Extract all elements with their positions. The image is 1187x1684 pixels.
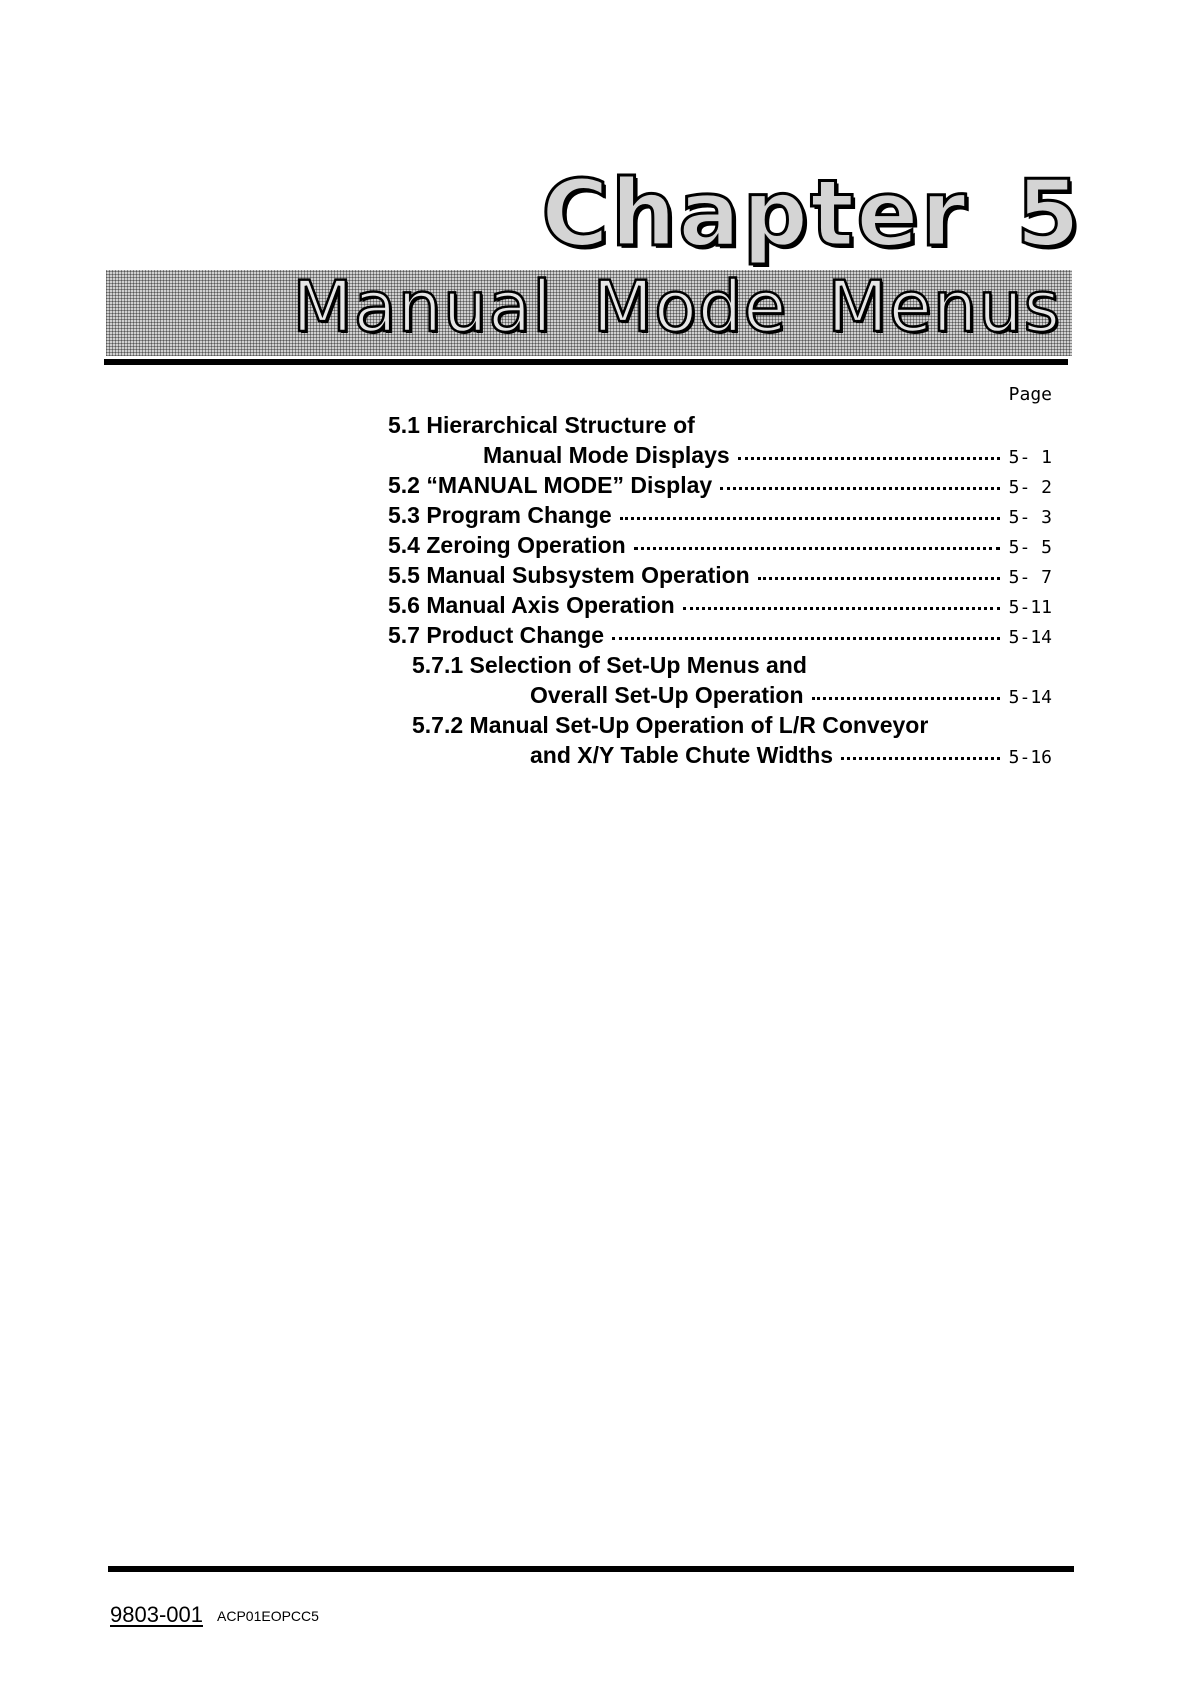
dot-leader (841, 757, 1000, 760)
dot-leader (620, 517, 1000, 520)
toc-entry (388, 650, 1052, 680)
toc-entry-label: Manual Mode Displays (483, 442, 730, 468)
dot-leader (758, 577, 1000, 580)
dot-leader (738, 457, 1000, 460)
chapter-title (292, 266, 1061, 348)
table-of-contents (388, 384, 1052, 770)
toc-entry (388, 740, 1052, 770)
footer-divider (108, 1566, 1074, 1572)
toc-entry-page: 5-14 (1008, 627, 1052, 648)
toc-entry-label: 5.3 Program Change (388, 502, 612, 528)
toc-entry (388, 680, 1052, 710)
header-divider (104, 359, 1068, 365)
toc-entry (388, 530, 1052, 560)
toc-entry-label: 5.4 Zeroing Operation (388, 532, 626, 558)
toc-entry-page: 5- 3 (1008, 507, 1052, 528)
page-column-header: Page (1008, 384, 1052, 405)
toc-entry (388, 410, 1052, 440)
toc-entry-page: 5-14 (1008, 687, 1052, 708)
toc-entry (388, 620, 1052, 650)
chapter-title-word-3: Menus (827, 266, 1061, 348)
toc-entry (388, 590, 1052, 620)
toc-entry-label: 5.1 Hierarchical Structure of (388, 412, 695, 438)
toc-entry-label: 5.5 Manual Subsystem Operation (388, 562, 750, 588)
document-code: 9803-001 (110, 1602, 203, 1627)
chapter-word: Chapter (541, 160, 968, 267)
file-code: ACP01EOPCC5 (217, 1608, 319, 1624)
chapter-title-word-2: Mode (592, 266, 788, 348)
toc-entry (388, 470, 1052, 500)
toc-entry-page: 5- 5 (1008, 537, 1052, 558)
toc-entry (388, 440, 1052, 470)
chapter-heading (541, 160, 1082, 267)
toc-entry-page: 5-11 (1008, 597, 1052, 618)
toc-entry-page: 5-16 (1008, 747, 1052, 768)
toc-entry-label: 5.6 Manual Axis Operation (388, 592, 675, 618)
toc-entry (388, 710, 1052, 740)
dot-leader (720, 487, 1000, 490)
toc-entry-page: 5- 7 (1008, 567, 1052, 588)
toc-entry-page: 5- 2 (1008, 477, 1052, 498)
dot-leader (634, 547, 1000, 550)
toc-entry-label: 5.7.2 Manual Set-Up Operation of L/R Conveyor (412, 712, 929, 738)
toc-entry (388, 560, 1052, 590)
chapter-title-word-1: Manual (292, 266, 553, 348)
dot-leader (812, 697, 1000, 700)
toc-entry-label: Overall Set-Up Operation (530, 682, 804, 708)
chapter-number: 5 (1015, 160, 1082, 267)
toc-entry-label: and X/Y Table Chute Widths (530, 742, 834, 768)
toc-entry-page: 5- 1 (1008, 447, 1052, 468)
toc-entry (388, 500, 1052, 530)
toc-entry-label: 5.2 “MANUAL MODE” Display (388, 472, 713, 498)
toc-entry-label: 5.7.1 Selection of Set-Up Menus and (412, 652, 807, 678)
dot-leader (612, 637, 1000, 640)
dot-leader (683, 607, 1000, 610)
toc-entry-label: 5.7 Product Change (388, 622, 604, 648)
